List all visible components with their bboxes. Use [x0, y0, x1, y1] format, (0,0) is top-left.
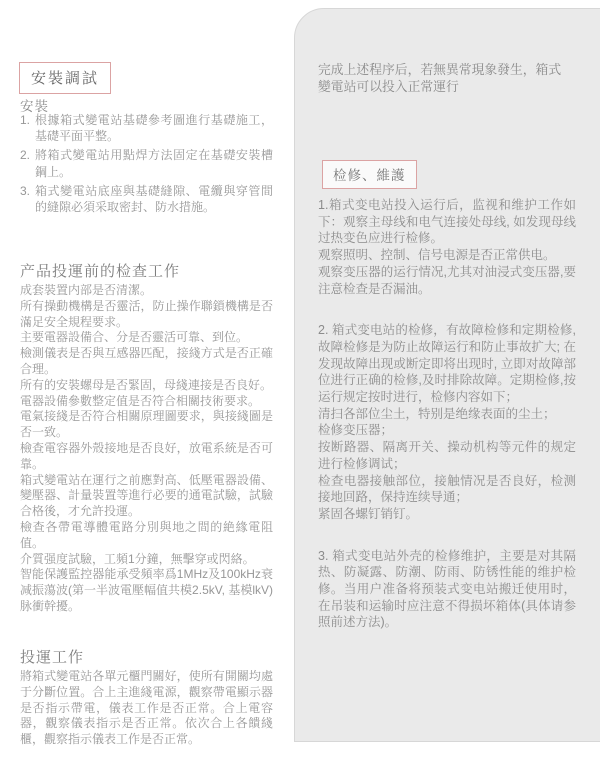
- list-item: [20, 147, 273, 179]
- maintenance-paragraph: 1.箱式变电站投入运行后，监视和维护工作如下：观察主母线和电气连接处母线, 如发现母线过热变色应进行检修。: [318, 198, 576, 246]
- maintenance-text: [318, 197, 576, 631]
- section-title-installation-debug-box: [19, 62, 111, 94]
- list-item-text: 箱式變電站底座與基礎縫隙、電纜與穿管間的縫隙必須采取密封、防水措施。: [35, 183, 273, 215]
- check-line: 所有操動機構是否靈活，防止操作聯鎖機構是否滿足安全規程要求。: [20, 298, 273, 329]
- maintenance-paragraph: 观察照明、控制、信号电源是否正常供电。: [318, 248, 556, 263]
- check-line: 箱式變電站在運行之前應對高、低壓電器設備、變壓器、計量裝置等進行必要的通電試驗，試驗合格後，才允許投運。: [20, 472, 273, 519]
- check-line: 檢查電容器外殼接地是否良好，放電系統是否可靠。: [20, 440, 273, 471]
- commissioning-work-text: [20, 669, 273, 748]
- list-item: [20, 112, 273, 144]
- heading-installation: 安裝: [20, 99, 49, 114]
- maintenance-paragraph: 检修变压器；: [318, 423, 394, 438]
- section-title-maintenance: 检修、維護: [333, 168, 406, 183]
- heading-commissioning-work: 投運工作: [20, 649, 85, 666]
- list-item-number: 1.: [20, 113, 31, 127]
- maintenance-paragraph: 3. 箱式变电站外壳的检修维护，主要是对其隔热、防凝露、防潮、防雨、防锈性能的维护检修。当用户准备将预装式变电站搬迁使用时，在吊装和运输时应注意不得损坏箱体(具体请参照前述方法)。: [318, 548, 576, 630]
- maintenance-paragraph: 检查电器接触部位，接触情况是否良好，检测接地回路，保持连续导通；: [318, 473, 576, 505]
- maintenance-paragraph: 紧固各螺钉销钉。: [318, 506, 419, 521]
- maintenance-paragraph: 观察变压器的运行情况,尤其对油浸式变压器,要注意检查是否漏油。: [318, 264, 576, 296]
- completion-note-text: 完成上述程序后，若無異常現象發生，箱式變電站可以投入正常運行: [318, 62, 562, 94]
- check-line: 成套裝置内部是否清潔。: [20, 283, 153, 297]
- check-line: 所有的安裝螺母是否緊固，母綫連接是否良好。: [20, 377, 273, 392]
- installation-steps-list: [20, 112, 273, 218]
- check-line: 介質强度試驗，工頻1分鐘，無擊穿或閃絡。: [20, 551, 255, 566]
- heading-pre-operation-check: 产品投運前的检查工作: [20, 263, 181, 280]
- list-item: [20, 183, 273, 215]
- check-line: 智能保護監控器能承受頻率爲1MHz及100kHz衰减振蕩波(第一半波電壓幅值共模2.5kV, 基模lkV)脉衝幹擾。: [20, 567, 273, 613]
- check-line: 主要電器設備合、分是否靈活可靠、到位。: [20, 330, 249, 345]
- check-line: 電氣接綫是否符合相關原理圖要求，與接綫圖是否一致。: [20, 409, 273, 440]
- list-item-number: 2.: [20, 148, 31, 163]
- check-line: 電器設備參數整定值是否符合相關技術要求。: [20, 393, 261, 408]
- list-item-text: 將箱式變電站用點焊方法固定在基礎安裝槽鋼上。: [35, 148, 273, 179]
- check-line: 檢查各帶電導體電路分別與地之間的絶緣電阻值。: [20, 519, 273, 550]
- maintenance-paragraph: 按断路器、隔离开关、操动机构等元件的规定进行检修调试；: [318, 440, 576, 471]
- check-line: 檢測儀表是否與互感器匹配，接綫方式是否正確合理。: [20, 346, 273, 376]
- list-item-number: 3.: [20, 183, 31, 198]
- section-title-maintenance-box: [322, 160, 417, 189]
- maintenance-paragraph: 2. 箱式变电站的检修，有故障检修和定期检修,故障检修是为防止故障运行和防止事故扩大; 在发现故障出现或断定即将出现时, 立即对故障部位进行正确的检修,及时排除故障。定期检修,按运行规定按时进行，检修内容如下；: [318, 323, 576, 405]
- maintenance-paragraph: 清扫各部位尘土，特别是绝缘表面的尘土；: [318, 406, 556, 421]
- list-item-text: 根據箱式變電站基礎參考圖進行基礎施工，基礎平面平整。: [35, 113, 273, 144]
- section-title-installation-debug: 安裝調試: [31, 70, 100, 87]
- pre-operation-check-text: [20, 283, 273, 615]
- commissioning-paragraph: 將箱式變電站各單元櫃門關好，使所有開關均處于分斷位置。合上主進綫電源，觀察帶電顯示器是否指示帶電，儀表工作是否正常。合上電容器，觀察儀表指示是否正常。依次合上各饋綫櫃，觀察指示儀表工作是否正常。: [20, 669, 273, 747]
